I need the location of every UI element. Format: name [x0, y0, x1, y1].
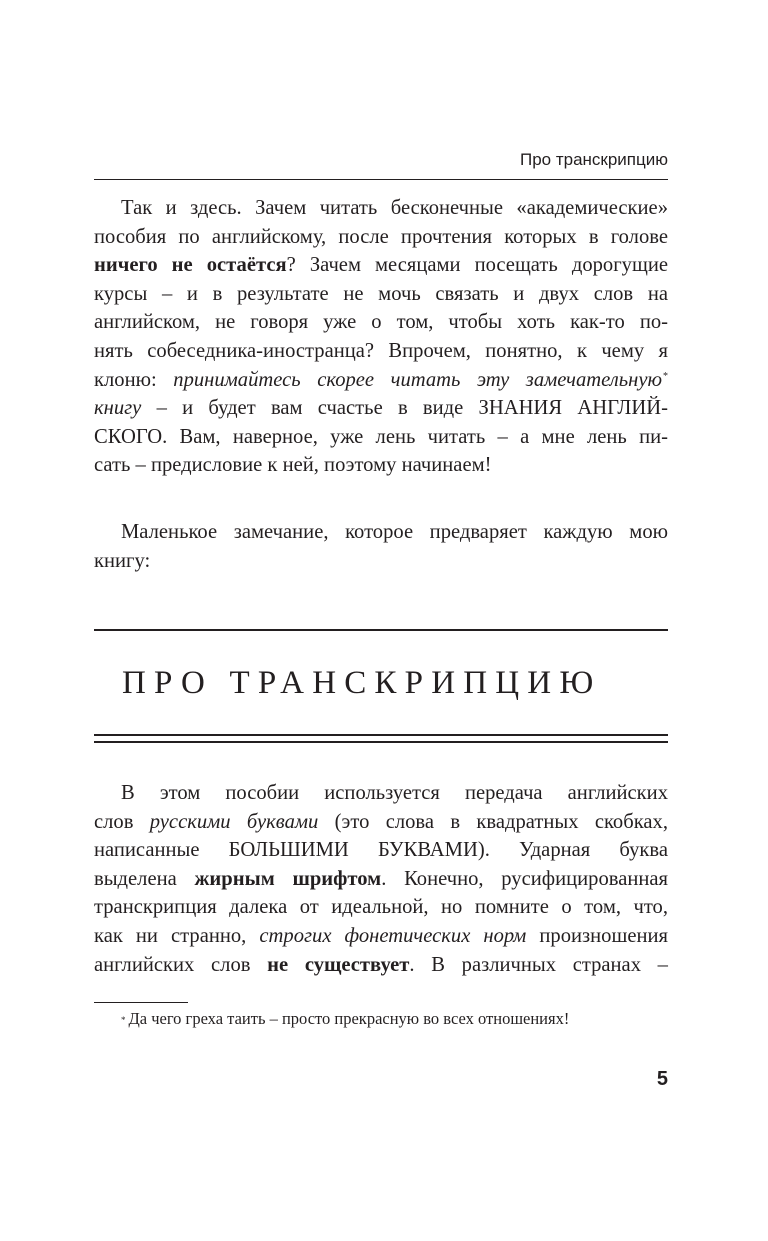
- text-line: [94, 223, 668, 252]
- text-line: [94, 922, 668, 951]
- section-title: ПРО ТРАНСКРИПЦИЮ: [122, 665, 602, 701]
- section-bottom-rule-2: [94, 741, 668, 743]
- text-line: [94, 423, 668, 452]
- italic-emphasis: строгих фонетических норм: [259, 924, 527, 947]
- section-top-rule: [94, 629, 668, 631]
- text-segment: В этом пособии используется передача английских: [121, 782, 668, 804]
- text-segment: Так и здесь. Зачем читать бесконечные «академические»: [121, 197, 668, 219]
- text-segment: английских слов: [94, 953, 268, 976]
- bold-emphasis: ничего не остаётся: [94, 254, 287, 277]
- text-line: [94, 865, 668, 894]
- text-line: [94, 779, 668, 808]
- text-segment: книгу:: [94, 549, 151, 572]
- text-segment: Маленькое замечание, которое предваряет каждую мою: [121, 521, 668, 543]
- text-line: [94, 280, 668, 309]
- remark-paragraph: [94, 518, 668, 575]
- italic-emphasis: принимайтесь скорее читать эту замечательную: [173, 368, 663, 391]
- header-rule: [94, 179, 668, 180]
- text-segment: . В различных странах –: [409, 953, 668, 976]
- text-segment: курсы – и в результате не мочь связать и двух слов на: [94, 282, 668, 305]
- text-line: [94, 308, 668, 337]
- running-head: Про транскрипцию: [519, 150, 668, 169]
- text-segment: выделена: [94, 867, 195, 890]
- text-line: [94, 337, 668, 366]
- text-segment: произношения: [526, 924, 668, 947]
- text-segment: сать – предисловие к ней, поэтому начинаем!: [94, 454, 492, 477]
- footnote-text: Да чего греха таить – просто прекрасную во всех отношениях!: [128, 1009, 570, 1028]
- text-segment: нять собеседника-иностранца? Впрочем, понятно, к чему я: [94, 339, 668, 362]
- intro-paragraph: [94, 194, 668, 480]
- text-segment: английском, не говоря уже о том, чтобы хоть как-то по-: [94, 311, 668, 334]
- text-line: [94, 808, 668, 837]
- text-segment: как ни странно,: [94, 924, 260, 947]
- page-number: 5: [656, 1068, 668, 1090]
- text-segment: (это слова в квадратных скобках,: [318, 810, 668, 833]
- text-line: [94, 547, 668, 576]
- text-line: [94, 194, 668, 223]
- text-line: [94, 394, 668, 423]
- text-segment: транскрипция далека от идеальной, но помните о том, что,: [94, 896, 668, 919]
- text-line: [94, 518, 668, 547]
- text-segment: слов: [94, 810, 150, 833]
- footnote-star: *: [121, 1015, 126, 1025]
- footnote-marker[interactable]: *: [663, 370, 669, 382]
- bold-emphasis: не существует: [267, 953, 410, 976]
- section-bottom-rule-1: [94, 734, 668, 736]
- italic-emphasis: русскими буквами: [149, 810, 319, 833]
- text-line: [94, 451, 668, 480]
- text-line: [94, 251, 668, 280]
- text-segment: . Конечно, русифицированная: [381, 867, 669, 890]
- text-segment: – и будет вам счастье в виде ЗНАНИЯ АНГЛИЙ-: [141, 397, 668, 420]
- bold-emphasis: жирным шрифтом: [194, 867, 382, 890]
- text-segment: пособия по английскому, после прочтения которых в голове: [94, 225, 668, 248]
- text-segment: СКОГО. Вам, наверное, уже лень читать – а мне лень пи-: [94, 425, 668, 448]
- text-line: [94, 836, 668, 865]
- text-line: [94, 951, 668, 980]
- footnote-rule: [94, 1002, 188, 1003]
- book-page: [94, 0, 668, 1241]
- transcription-paragraph: [94, 779, 668, 979]
- text-segment: написанные БОЛЬШИМИ БУКВАМИ). Ударная буква: [94, 839, 668, 862]
- text-line: [94, 893, 668, 922]
- italic-emphasis: книгу: [94, 397, 142, 420]
- text-line: [94, 366, 668, 395]
- text-segment: клоню:: [94, 368, 174, 391]
- text-segment: ? Зачем месяцами посещать дорогущие: [286, 254, 668, 277]
- footnote: [121, 1009, 569, 1029]
